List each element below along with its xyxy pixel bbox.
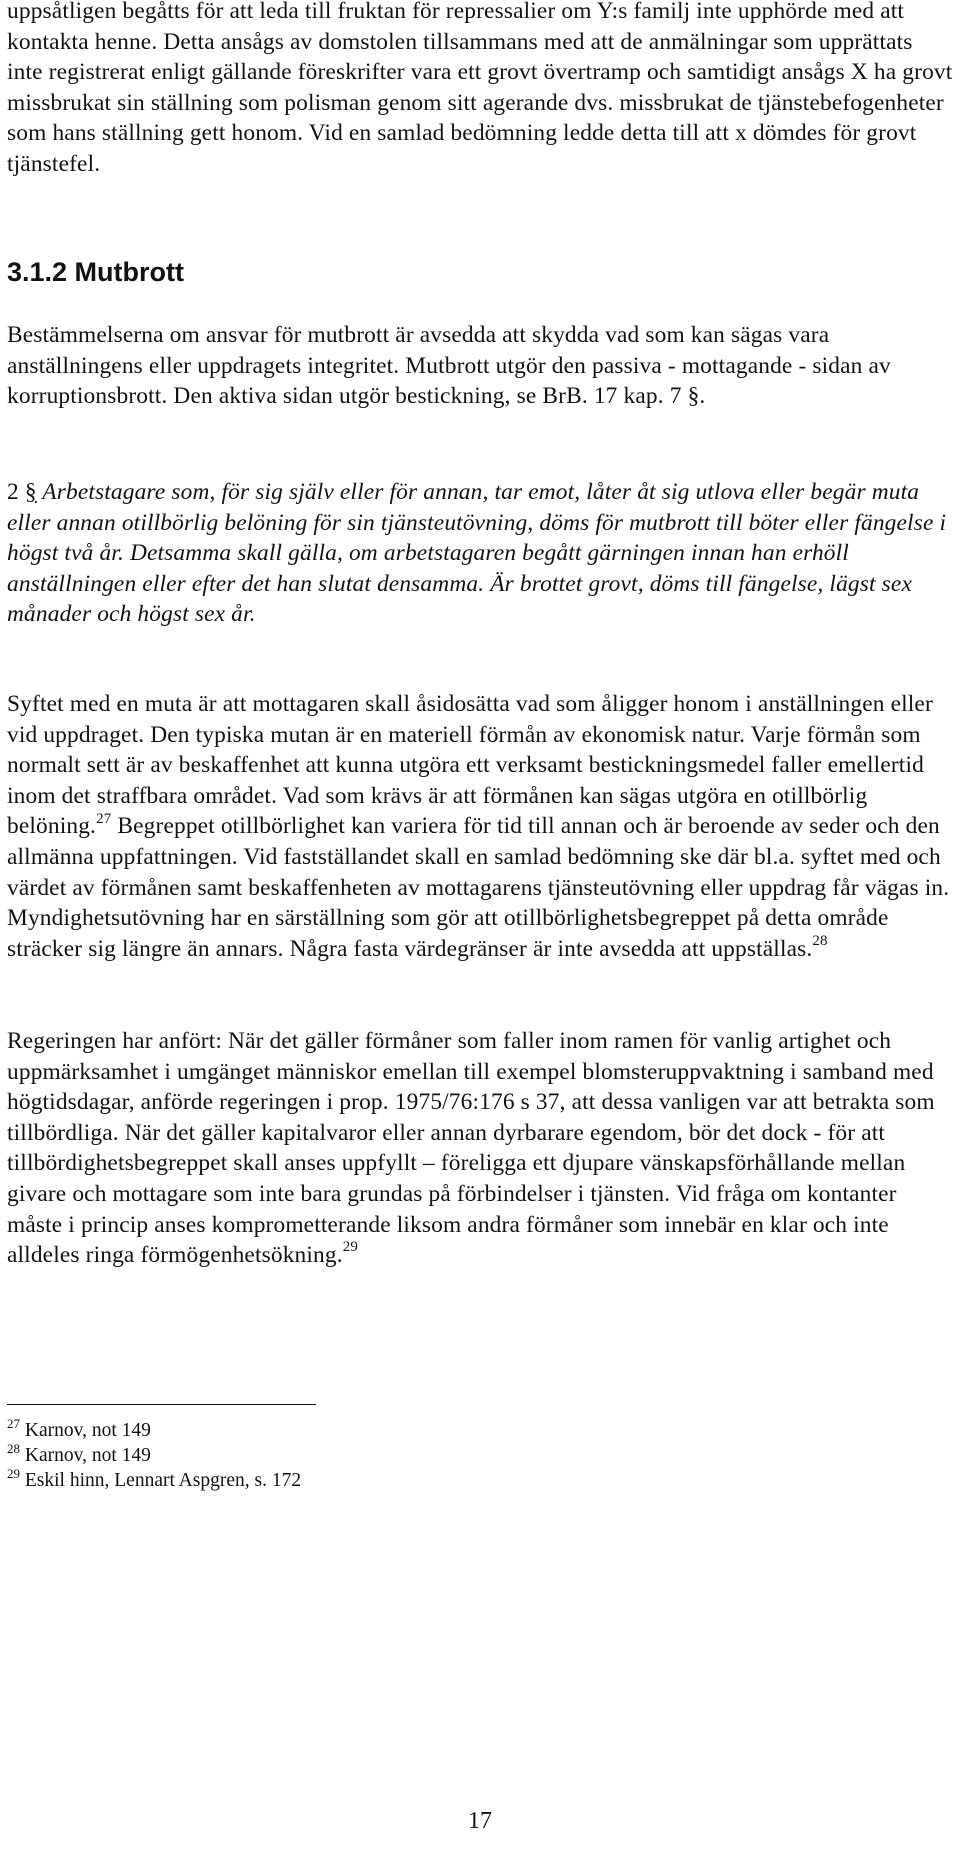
syftet-text-part2: Begreppet otillbörlighet kan variera för tid till annan och är beroende av seder och den allmänna uppfattningen. Vid fastställandet skall en samlad bedömning ske där bl.a. syftet med och värdet av förmånen samt beskaffenheten av mottagarens tjänsteutövning eller uppdrag får vägas in. Myndighetsutövning har en särställning som gör att otillbörlighetsbegreppet på detta område sträcker sig längre än annars. Några fasta värdegränser är inte avsedda att uppställas. [7,813,950,962]
law-quote-paragraph [7,477,953,630]
regeringen-text: Regeringen har anfört: När det gäller förmåner som faller inom ramen för vanlig artighet och uppmärksamhet i umgänget människor emellan till exempel blomsteruppvaktning i samband med högtidsdagar, anförde regeringen i prop. 1975/76:176 s 37, att dessa vanligen var att betrakta som tillbördliga. När det gäller kapitalvaror eller annan dyrbarare egendom, bör det dock - för att tillbördighetsbegreppet skall anses uppfyllt – föreligga ett djupare vänskapsförhållande mellan givare och mottagare som inte bara grundas på förbindelser i tjänsten. Vid fråga om kontanter måste i princip anses komprometterande liksom andra förmåner som innebär en klar och inte alldeles ringa förmögenhetsökning. [7,1028,935,1269]
regeringen-paragraph [7,1026,953,1271]
bestammelser-paragraph: Bestämmelserna om ansvar för mutbrott är avsedda att skydda vad som kan sägas vara anställningens eller uppdragets integritet. Mutbrott utgör den passiva - mottagande - sidan av korruptionsbrott. Den aktiva sidan utgör bestickning, se BrB. 17 kap. 7 §. [7,322,891,410]
intro-paragraph: uppsåtligen begåtts för att leda till fruktan för repressalier om Y:s familj inte upphörde med att kontakta henne. Detta ansågs av domstolen tillsammans med att de anmälningar som upprättats inte registrerat enligt gällande föreskrifter vara ett grovt övertramp och samtidigt ansågs X ha grovt missbrukat sin ställning som polisman genom sitt agerande dvs. missbrukat de tjänstebefogenheter som hans ställning gett honom. Vid en samlad bedömning ledde detta till att x dömdes för grovt tjänstefel. [7,0,953,177]
footnote-number: 29 [7,1465,20,1481]
footnote-ref-27[interactable]: 27 [96,810,112,827]
footnote-ref-28[interactable]: 28 [812,932,828,949]
syftet-paragraph [7,689,953,964]
footnote-29 [7,1465,302,1494]
law-text: Arbetstagare som, för sig själv eller för annan, tar emot, låter åt sig utlova eller begär muta eller annan otillbörlig belöning för sin tjänsteutövning, döms för mutbrott till böter eller fängelse i högst två år. Detsamma skall gälla, om arbetstagaren begått gärningen innan han erhöll anställningen eller efter det han slutat densamma. Är brottet grovt, döms till fängelse, lägst sex månader och högst sex år. [7,479,947,628]
footnote-text: Eskil hinn, Lennart Aspgren, s. 172 [20,1470,302,1491]
syftet-text-part1: Syftet med en muta är att mottagaren skall åsidosätta vad som åligger honom i anställningen eller vid uppdraget. Den typiska mutan är en materiell förmån av ekonomisk natur. Varje förmån som normalt sett är av beskaffenhet att kunna utgöra ett verksamt bestickningsmedel faller emellertid inom det straffbara området. Vad som krävs är att förmånen kan sägas utgöra en otillbörlig belöning. [7,691,933,840]
page-number: 17 [468,1808,492,1834]
section-sign: § [24,479,37,505]
section-heading: 3.1.2 Mutbrott [7,257,185,287]
footnote-divider [7,1404,316,1405]
footnote-text: Karnov, not 149 [20,1445,151,1466]
footnote-27 [7,1415,151,1444]
footnote-number: 28 [7,1440,20,1456]
footnote-28 [7,1440,151,1469]
footnote-ref-29[interactable]: 29 [342,1239,359,1256]
law-number: 2 [7,479,25,505]
footnote-number: 27 [7,1415,20,1431]
footnote-text: Karnov, not 149 [20,1420,151,1441]
